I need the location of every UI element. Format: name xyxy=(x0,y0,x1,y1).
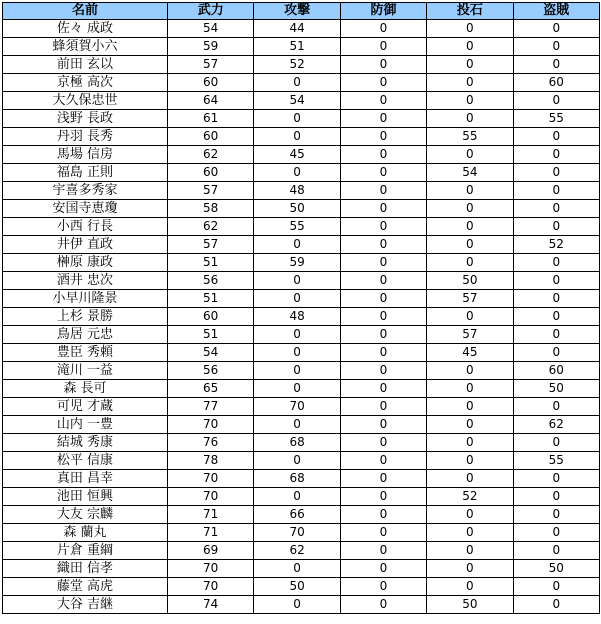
cell-thief: 0 xyxy=(513,164,599,182)
cell-name: 宇喜多秀家 xyxy=(3,182,168,200)
cell-defense: 0 xyxy=(340,38,426,56)
table-row xyxy=(3,218,600,236)
cell-stone-throw: 57 xyxy=(427,290,513,308)
cell-thief: 52 xyxy=(513,236,599,254)
table-row xyxy=(3,290,600,308)
cell-strength: 70 xyxy=(168,560,254,578)
cell-attack: 50 xyxy=(254,200,340,218)
cell-attack: 0 xyxy=(254,452,340,470)
cell-defense: 0 xyxy=(340,470,426,488)
cell-stone-throw: 50 xyxy=(427,272,513,290)
cell-defense: 0 xyxy=(340,110,426,128)
cell-thief: 0 xyxy=(513,578,599,596)
cell-strength: 57 xyxy=(168,182,254,200)
table-row xyxy=(3,20,600,38)
cell-attack: 0 xyxy=(254,74,340,92)
cell-attack: 0 xyxy=(254,488,340,506)
cell-stone-throw: 0 xyxy=(427,110,513,128)
cell-defense: 0 xyxy=(340,308,426,326)
cell-defense: 0 xyxy=(340,596,426,614)
cell-strength: 76 xyxy=(168,434,254,452)
cell-strength: 54 xyxy=(168,20,254,38)
cell-strength: 70 xyxy=(168,578,254,596)
cell-defense: 0 xyxy=(340,560,426,578)
cell-name: 丹羽 長秀 xyxy=(3,128,168,146)
cell-attack: 68 xyxy=(254,434,340,452)
cell-thief: 50 xyxy=(513,560,599,578)
cell-attack: 62 xyxy=(254,542,340,560)
cell-attack: 70 xyxy=(254,398,340,416)
table-row xyxy=(3,452,600,470)
table-row xyxy=(3,182,600,200)
cell-attack: 45 xyxy=(254,146,340,164)
cell-strength: 69 xyxy=(168,542,254,560)
cell-strength: 71 xyxy=(168,524,254,542)
cell-name: 藤堂 高虎 xyxy=(3,578,168,596)
cell-name: 豊臣 秀頼 xyxy=(3,344,168,362)
cell-attack: 0 xyxy=(254,380,340,398)
cell-thief: 55 xyxy=(513,452,599,470)
cell-name: 織田 信孝 xyxy=(3,560,168,578)
cell-attack: 0 xyxy=(254,560,340,578)
cell-attack: 52 xyxy=(254,56,340,74)
cell-name: 安国寺恵瓊 xyxy=(3,200,168,218)
cell-stone-throw: 0 xyxy=(427,218,513,236)
cell-defense: 0 xyxy=(340,20,426,38)
cell-thief: 0 xyxy=(513,92,599,110)
cell-attack: 0 xyxy=(254,596,340,614)
cell-thief: 55 xyxy=(513,110,599,128)
cell-name: 大谷 吉継 xyxy=(3,596,168,614)
cell-stone-throw: 0 xyxy=(427,182,513,200)
cell-name: 松平 信康 xyxy=(3,452,168,470)
table-row xyxy=(3,488,600,506)
cell-strength: 74 xyxy=(168,596,254,614)
table-row xyxy=(3,416,600,434)
cell-name: 可児 才蔵 xyxy=(3,398,168,416)
cell-stone-throw: 0 xyxy=(427,506,513,524)
cell-defense: 0 xyxy=(340,236,426,254)
cell-thief: 0 xyxy=(513,596,599,614)
table-row xyxy=(3,272,600,290)
cell-thief: 62 xyxy=(513,416,599,434)
cell-stone-throw: 0 xyxy=(427,398,513,416)
table-row xyxy=(3,56,600,74)
cell-defense: 0 xyxy=(340,56,426,74)
cell-defense: 0 xyxy=(340,164,426,182)
cell-thief: 0 xyxy=(513,38,599,56)
table-row xyxy=(3,38,600,56)
cell-name: 酒井 忠次 xyxy=(3,272,168,290)
cell-attack: 44 xyxy=(254,20,340,38)
cell-strength: 60 xyxy=(168,74,254,92)
cell-attack: 0 xyxy=(254,362,340,380)
cell-defense: 0 xyxy=(340,506,426,524)
cell-stone-throw: 0 xyxy=(427,470,513,488)
cell-thief: 0 xyxy=(513,146,599,164)
cell-name: 小早川隆景 xyxy=(3,290,168,308)
cell-attack: 54 xyxy=(254,92,340,110)
table-row xyxy=(3,344,600,362)
table-row xyxy=(3,308,600,326)
cell-attack: 55 xyxy=(254,218,340,236)
cell-strength: 65 xyxy=(168,380,254,398)
cell-name: 前田 玄以 xyxy=(3,56,168,74)
table-row xyxy=(3,146,600,164)
table-body xyxy=(3,20,600,614)
cell-name: 上杉 景勝 xyxy=(3,308,168,326)
cell-strength: 61 xyxy=(168,110,254,128)
cell-strength: 78 xyxy=(168,452,254,470)
cell-name: 結城 秀康 xyxy=(3,434,168,452)
header-thief: 盗賊 xyxy=(513,3,599,20)
cell-defense: 0 xyxy=(340,272,426,290)
cell-defense: 0 xyxy=(340,524,426,542)
cell-strength: 62 xyxy=(168,146,254,164)
cell-thief: 0 xyxy=(513,398,599,416)
table-row xyxy=(3,128,600,146)
header-stone-throw: 投石 xyxy=(427,3,513,20)
table-row xyxy=(3,506,600,524)
cell-stone-throw: 0 xyxy=(427,92,513,110)
cell-thief: 0 xyxy=(513,218,599,236)
cell-name: 井伊 直政 xyxy=(3,236,168,254)
cell-strength: 60 xyxy=(168,164,254,182)
cell-attack: 51 xyxy=(254,38,340,56)
cell-name: 大友 宗麟 xyxy=(3,506,168,524)
cell-stone-throw: 0 xyxy=(427,56,513,74)
cell-defense: 0 xyxy=(340,362,426,380)
cell-attack: 68 xyxy=(254,470,340,488)
cell-strength: 51 xyxy=(168,290,254,308)
cell-attack: 48 xyxy=(254,308,340,326)
cell-name: 蜂須賀小六 xyxy=(3,38,168,56)
cell-name: 真田 昌幸 xyxy=(3,470,168,488)
cell-stone-throw: 45 xyxy=(427,344,513,362)
cell-defense: 0 xyxy=(340,182,426,200)
table-row xyxy=(3,524,600,542)
cell-attack: 0 xyxy=(254,416,340,434)
cell-defense: 0 xyxy=(340,380,426,398)
cell-stone-throw: 0 xyxy=(427,20,513,38)
cell-thief: 50 xyxy=(513,380,599,398)
table-row xyxy=(3,74,600,92)
table-row xyxy=(3,326,600,344)
cell-thief: 0 xyxy=(513,470,599,488)
cell-defense: 0 xyxy=(340,326,426,344)
table-row xyxy=(3,596,600,614)
cell-stone-throw: 0 xyxy=(427,452,513,470)
cell-name: 大久保忠世 xyxy=(3,92,168,110)
cell-defense: 0 xyxy=(340,452,426,470)
cell-attack: 0 xyxy=(254,344,340,362)
cell-defense: 0 xyxy=(340,344,426,362)
cell-stone-throw: 52 xyxy=(427,488,513,506)
table-row xyxy=(3,254,600,272)
cell-strength: 59 xyxy=(168,38,254,56)
cell-defense: 0 xyxy=(340,218,426,236)
cell-thief: 0 xyxy=(513,488,599,506)
cell-strength: 57 xyxy=(168,236,254,254)
cell-stone-throw: 0 xyxy=(427,38,513,56)
cell-defense: 0 xyxy=(340,92,426,110)
cell-name: 京極 高次 xyxy=(3,74,168,92)
cell-defense: 0 xyxy=(340,488,426,506)
cell-stone-throw: 0 xyxy=(427,542,513,560)
cell-strength: 62 xyxy=(168,218,254,236)
header-defense: 防御 xyxy=(340,3,426,20)
cell-name: 森 長可 xyxy=(3,380,168,398)
cell-thief: 0 xyxy=(513,542,599,560)
cell-strength: 51 xyxy=(168,326,254,344)
cell-defense: 0 xyxy=(340,434,426,452)
cell-name: 池田 恒興 xyxy=(3,488,168,506)
unit-stats-table xyxy=(2,2,600,614)
cell-stone-throw: 0 xyxy=(427,380,513,398)
cell-name: 山内 一豊 xyxy=(3,416,168,434)
header-name: 名前 xyxy=(3,3,168,20)
cell-stone-throw: 0 xyxy=(427,200,513,218)
cell-thief: 0 xyxy=(513,254,599,272)
cell-stone-throw: 0 xyxy=(427,236,513,254)
cell-name: 森 蘭丸 xyxy=(3,524,168,542)
cell-attack: 48 xyxy=(254,182,340,200)
cell-strength: 57 xyxy=(168,56,254,74)
header-strength: 武力 xyxy=(168,3,254,20)
cell-strength: 71 xyxy=(168,506,254,524)
cell-defense: 0 xyxy=(340,290,426,308)
cell-thief: 0 xyxy=(513,434,599,452)
cell-attack: 70 xyxy=(254,524,340,542)
cell-thief: 0 xyxy=(513,128,599,146)
cell-thief: 0 xyxy=(513,290,599,308)
header-attack: 攻撃 xyxy=(254,3,340,20)
table-row xyxy=(3,236,600,254)
cell-defense: 0 xyxy=(340,128,426,146)
cell-thief: 0 xyxy=(513,182,599,200)
cell-name: 片倉 重綱 xyxy=(3,542,168,560)
cell-stone-throw: 55 xyxy=(427,128,513,146)
cell-attack: 0 xyxy=(254,236,340,254)
cell-defense: 0 xyxy=(340,578,426,596)
cell-strength: 58 xyxy=(168,200,254,218)
header-row xyxy=(3,3,600,20)
cell-name: 小西 行長 xyxy=(3,218,168,236)
cell-defense: 0 xyxy=(340,542,426,560)
cell-attack: 59 xyxy=(254,254,340,272)
cell-defense: 0 xyxy=(340,74,426,92)
cell-defense: 0 xyxy=(340,398,426,416)
cell-attack: 0 xyxy=(254,128,340,146)
cell-thief: 0 xyxy=(513,272,599,290)
cell-name: 鳥居 元忠 xyxy=(3,326,168,344)
cell-name: 佐々 成政 xyxy=(3,20,168,38)
cell-stone-throw: 0 xyxy=(427,362,513,380)
cell-stone-throw: 0 xyxy=(427,74,513,92)
table-row xyxy=(3,560,600,578)
table-row xyxy=(3,110,600,128)
cell-thief: 0 xyxy=(513,200,599,218)
cell-strength: 70 xyxy=(168,416,254,434)
cell-defense: 0 xyxy=(340,416,426,434)
cell-stone-throw: 0 xyxy=(427,146,513,164)
cell-attack: 50 xyxy=(254,578,340,596)
cell-strength: 51 xyxy=(168,254,254,272)
cell-defense: 0 xyxy=(340,146,426,164)
cell-thief: 0 xyxy=(513,524,599,542)
cell-stone-throw: 0 xyxy=(427,254,513,272)
cell-attack: 0 xyxy=(254,164,340,182)
cell-thief: 0 xyxy=(513,308,599,326)
table-row xyxy=(3,200,600,218)
cell-thief: 0 xyxy=(513,506,599,524)
cell-defense: 0 xyxy=(340,254,426,272)
table-row xyxy=(3,542,600,560)
cell-attack: 0 xyxy=(254,326,340,344)
cell-attack: 66 xyxy=(254,506,340,524)
cell-strength: 60 xyxy=(168,128,254,146)
cell-stone-throw: 57 xyxy=(427,326,513,344)
cell-stone-throw: 0 xyxy=(427,434,513,452)
cell-name: 福島 正則 xyxy=(3,164,168,182)
table-row xyxy=(3,92,600,110)
cell-name: 浅野 長政 xyxy=(3,110,168,128)
cell-thief: 0 xyxy=(513,344,599,362)
table-row xyxy=(3,380,600,398)
table-row xyxy=(3,434,600,452)
cell-stone-throw: 0 xyxy=(427,308,513,326)
cell-attack: 0 xyxy=(254,272,340,290)
cell-strength: 70 xyxy=(168,488,254,506)
cell-stone-throw: 0 xyxy=(427,416,513,434)
table-row xyxy=(3,470,600,488)
cell-strength: 64 xyxy=(168,92,254,110)
cell-thief: 60 xyxy=(513,74,599,92)
cell-thief: 0 xyxy=(513,326,599,344)
cell-strength: 60 xyxy=(168,308,254,326)
table-row xyxy=(3,164,600,182)
cell-stone-throw: 0 xyxy=(427,578,513,596)
cell-thief: 0 xyxy=(513,56,599,74)
table-row xyxy=(3,362,600,380)
table-row xyxy=(3,578,600,596)
cell-thief: 0 xyxy=(513,20,599,38)
cell-attack: 0 xyxy=(254,110,340,128)
table-row xyxy=(3,398,600,416)
cell-name: 馬場 信房 xyxy=(3,146,168,164)
cell-stone-throw: 50 xyxy=(427,596,513,614)
cell-stone-throw: 54 xyxy=(427,164,513,182)
cell-strength: 56 xyxy=(168,362,254,380)
cell-stone-throw: 0 xyxy=(427,560,513,578)
cell-strength: 77 xyxy=(168,398,254,416)
cell-name: 榊原 康政 xyxy=(3,254,168,272)
cell-strength: 56 xyxy=(168,272,254,290)
cell-stone-throw: 0 xyxy=(427,524,513,542)
cell-defense: 0 xyxy=(340,200,426,218)
cell-strength: 70 xyxy=(168,470,254,488)
cell-strength: 54 xyxy=(168,344,254,362)
cell-attack: 0 xyxy=(254,290,340,308)
cell-thief: 60 xyxy=(513,362,599,380)
cell-name: 滝川 一益 xyxy=(3,362,168,380)
